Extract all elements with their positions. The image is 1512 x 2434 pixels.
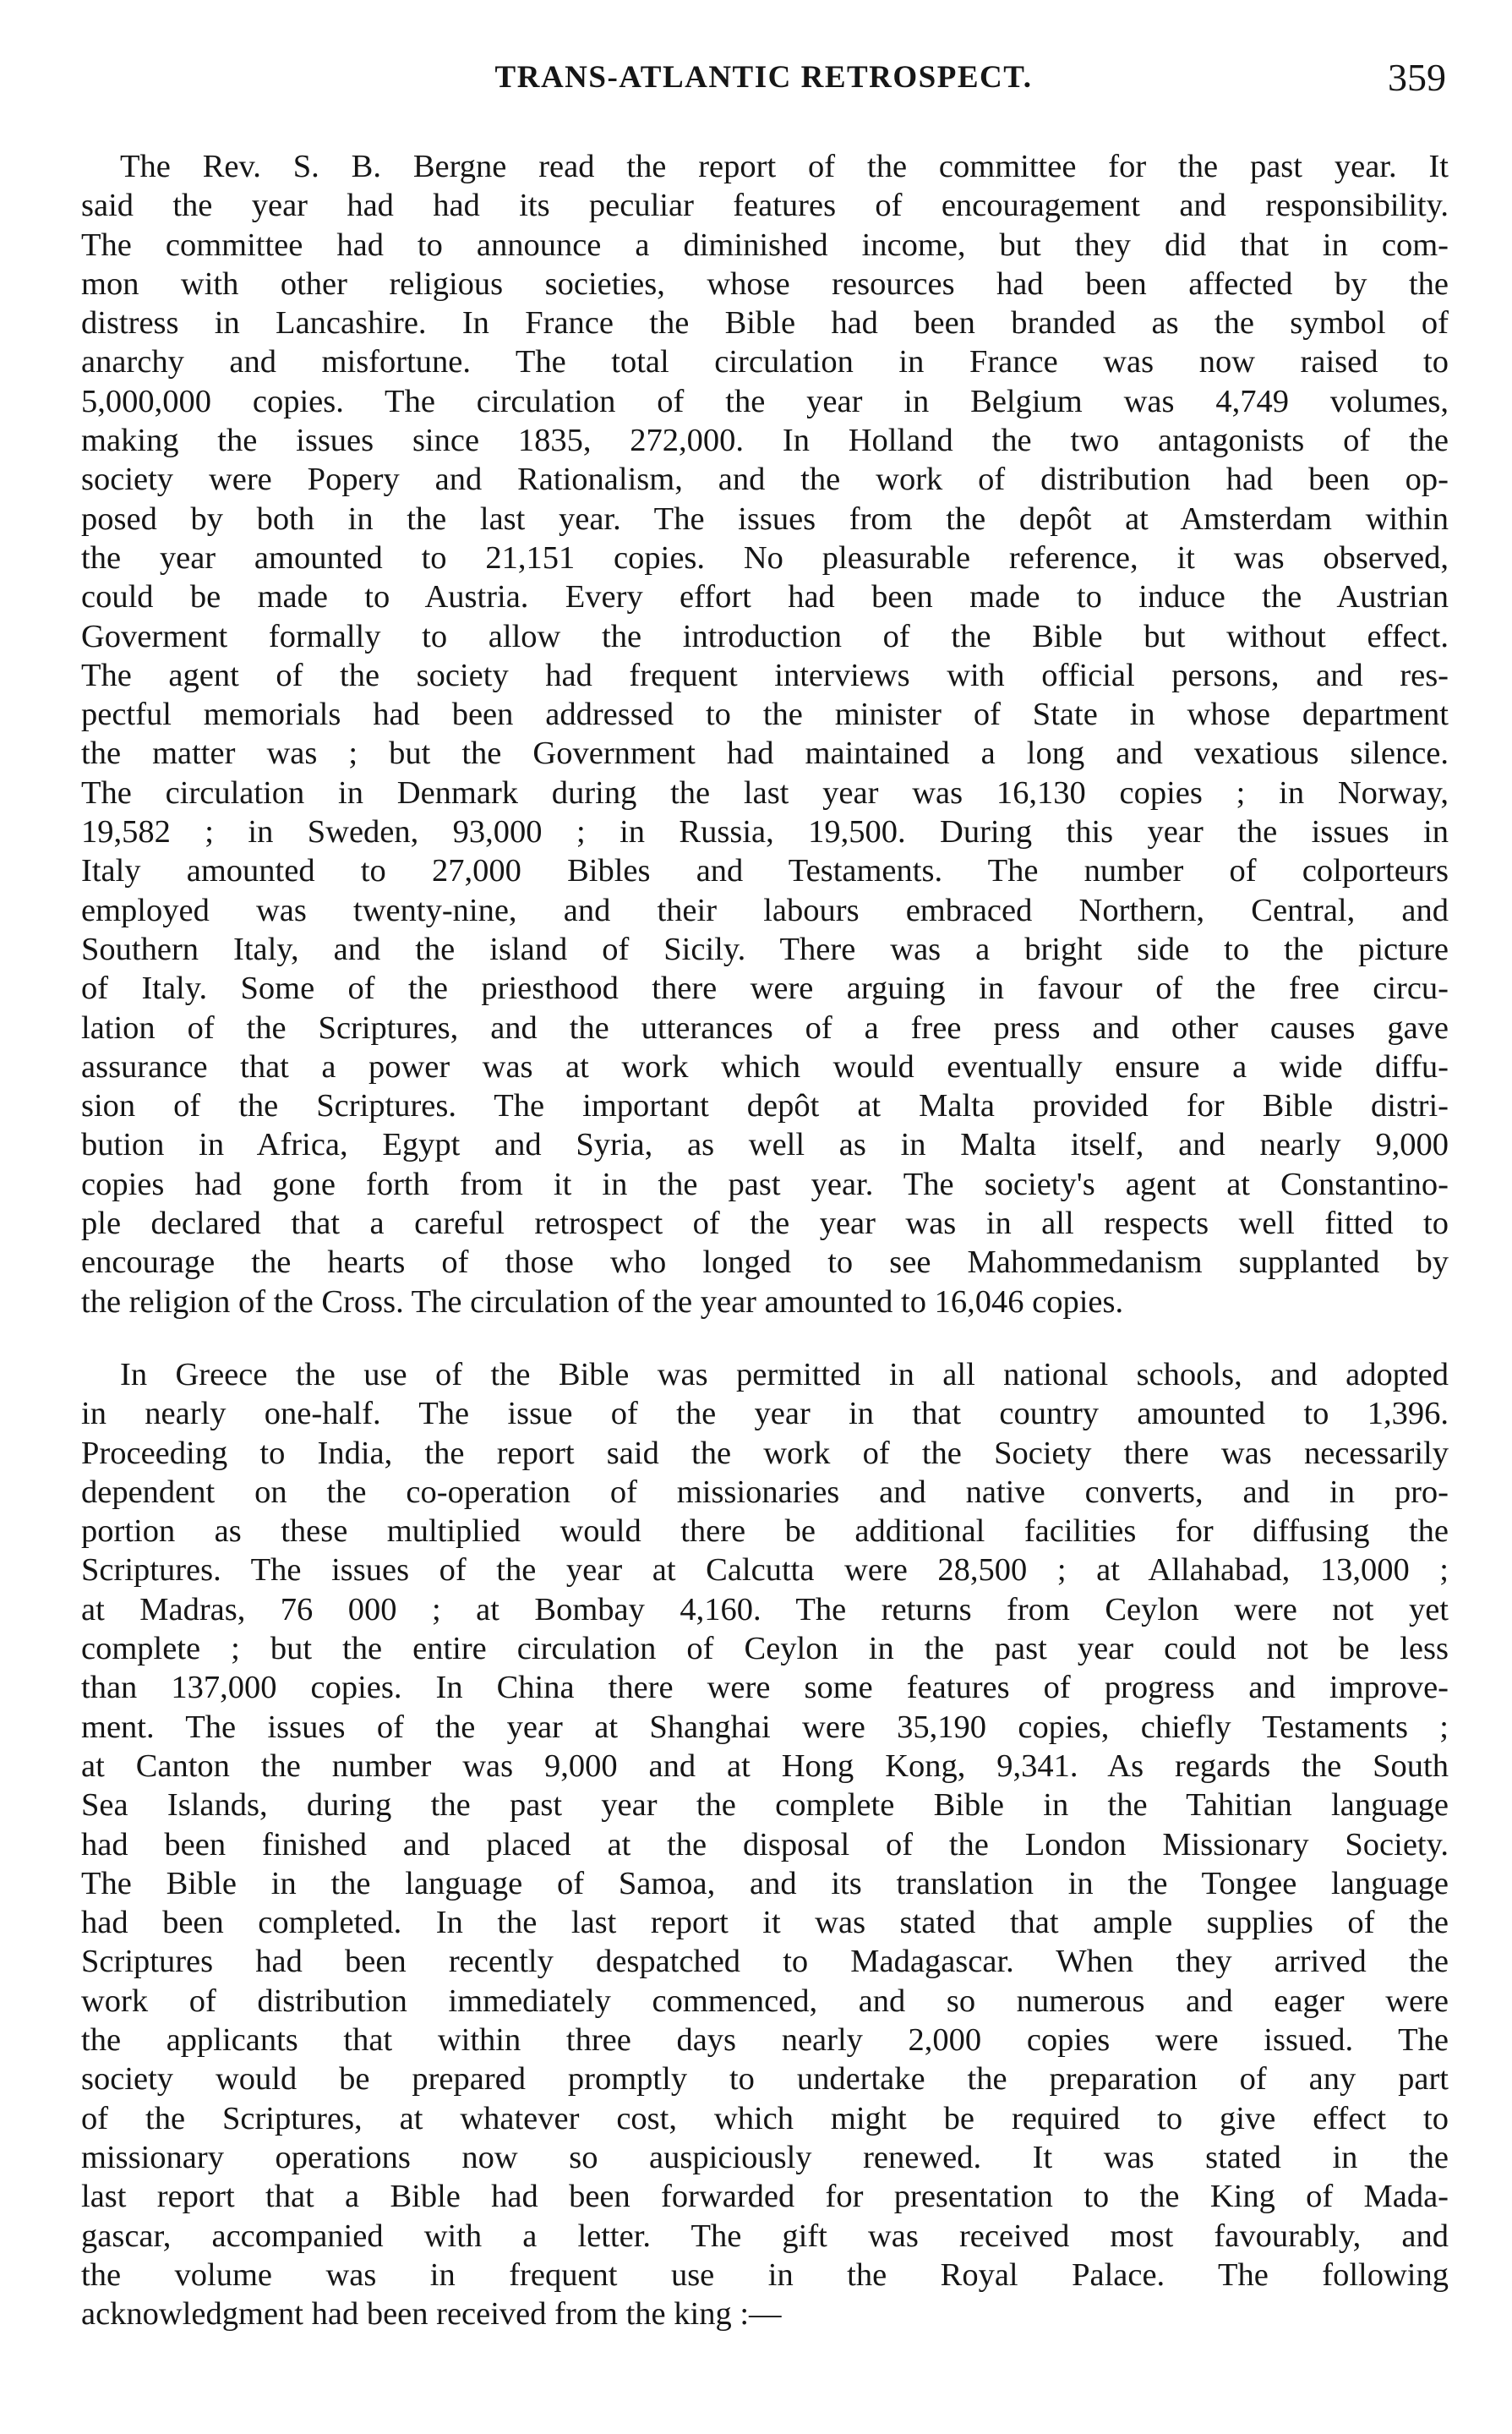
text-line: distress in Lancashire. In France the Bible had been branded as the symbol of bbox=[81, 305, 1449, 342]
text-line: portion as these multiplied would there be additional facilities for diffusing the bbox=[81, 1513, 1449, 1550]
text-line: 5,000,000 copies. The circulation of the year in Belgium was 4,749 volumes, bbox=[81, 383, 1449, 419]
text-line: society were Popery and Rationalism, and the work of distribution had been op- bbox=[81, 462, 1449, 498]
text-line: Scriptures had been recently despatched to Madagascar. When they arrived the bbox=[81, 1944, 1449, 1980]
text-line: making the issues since 1835, 272,000. In Holland the two antagonists of the bbox=[81, 423, 1449, 459]
text-line: gascar, accompanied with a letter. The gift was received most favourably, and bbox=[81, 2218, 1449, 2254]
text-line: Goverment formally to allow the introduction of the Bible but without effect. bbox=[81, 618, 1449, 654]
text-line: lation of the Scriptures, and the utterances of a free press and other causes gave bbox=[81, 1009, 1449, 1046]
text-line: society would be prepared promptly to undertake the preparation of any part bbox=[81, 2061, 1449, 2098]
text-line: the religion of the Cross. The circulation of the year amounted to 16,046 copies. bbox=[81, 1283, 1124, 1320]
text-line: acknowledgment had been received from the king :— bbox=[81, 2296, 782, 2333]
text-line: Proceeding to India, the report said the work of the Society there was necessarily bbox=[81, 1435, 1449, 1471]
text-line: bution in Africa, Egypt and Syria, as well as in Malta itself, and nearly 9,000 bbox=[81, 1127, 1449, 1163]
text-line: posed by both in the last year. The issues from the depôt at Amsterdam within bbox=[81, 500, 1449, 537]
text-line: The committee had to announce a diminished income, but they did that in com- bbox=[81, 227, 1449, 263]
text-line: last report that a Bible had been forwarded for presentation to the King of Mada- bbox=[81, 2179, 1449, 2215]
text-line: ment. The issues of the year at Shanghai were 35,190 copies, chiefly Testaments ; bbox=[81, 1709, 1449, 1745]
text-line: said the year had had its peculiar features of encouragement and responsibility. bbox=[81, 188, 1449, 224]
text-line: encourage the hearts of those who longed to see Mahommedanism supplanted by bbox=[81, 1244, 1449, 1281]
text-line: dependent on the co-operation of missionaries and native converts, and in pro- bbox=[81, 1474, 1449, 1510]
text-line: Southern Italy, and the island of Sicily. There was a bright side to the picture bbox=[81, 931, 1449, 967]
text-line: work of distribution immediately commenced, and so numerous and eager were bbox=[81, 1983, 1449, 2019]
text-line: employed was twenty-nine, and their labours embraced Northern, Central, and bbox=[81, 892, 1449, 928]
text-line: missionary operations now so auspiciously renewed. It was stated in the bbox=[81, 2139, 1449, 2175]
text-line: had been finished and placed at the disposal of the London Missionary Society. bbox=[81, 1826, 1449, 1862]
text-line: assurance that a power was at work which would eventually ensure a wide diffu- bbox=[81, 1048, 1449, 1085]
page-number: 359 bbox=[1388, 56, 1446, 99]
text-line: than 137,000 copies. In China there were some features of progress and improve- bbox=[81, 1670, 1449, 1706]
text-line: Italy amounted to 27,000 Bibles and Testaments. The number of colporteurs bbox=[81, 853, 1449, 889]
text-line: The Bible in the language of Samoa, and its translation in the Tongee language bbox=[81, 1865, 1449, 1901]
text-line: mon with other religious societies, whose resources had been affected by the bbox=[81, 265, 1449, 302]
text-line: Sea Islands, during the past year the complete Bible in the Tahitian language bbox=[81, 1787, 1449, 1824]
text-line: of Italy. Some of the priesthood there were arguing in favour of the free circu- bbox=[81, 971, 1449, 1007]
text-line: of the Scriptures, at whatever cost, which might be required to give effect to bbox=[81, 2100, 1449, 2136]
text-line: could be made to Austria. Every effort had been made to induce the Austrian bbox=[81, 579, 1449, 615]
text-line: anarchy and misfortune. The total circulation in France was now raised to bbox=[81, 344, 1449, 380]
text-line: at Canton the number was 9,000 and at Hong Kong, 9,341. As regards the South bbox=[81, 1748, 1449, 1784]
text-line: at Madras, 76 000 ; at Bombay 4,160. The returns from Ceylon were not yet bbox=[81, 1591, 1449, 1627]
text-line: the year amounted to 21,151 copies. No pleasurable reference, it was observed, bbox=[81, 539, 1449, 576]
text-line: had been completed. In the last report it was stated that ample supplies of the bbox=[81, 1905, 1449, 1941]
text-line: The agent of the society had frequent interviews with official persons, and res- bbox=[81, 657, 1449, 693]
text-line: the volume was in frequent use in the Royal Palace. The following bbox=[81, 2256, 1449, 2293]
text-line: the applicants that within three days nearly 2,000 copies were issued. The bbox=[81, 2022, 1449, 2059]
text-line: ple declared that a careful retrospect of the year was in all respects well fitted to bbox=[81, 1206, 1449, 1242]
text-line: In Greece the use of the Bible was permitted in all national schools, and adopted bbox=[120, 1357, 1449, 1392]
text-line: Scriptures. The issues of the year at Calcutta were 28,500 ; at Allahabad, 13,000 ; bbox=[81, 1552, 1449, 1589]
paragraph-greece-india-china bbox=[81, 1355, 1449, 2333]
running-title: TRANS-ATLANTIC RETROSPECT. bbox=[494, 60, 1033, 95]
text-line: in nearly one-half. The issue of the year in that country amounted to 1,396. bbox=[81, 1396, 1449, 1432]
text-line: 19,582 ; in Sweden, 93,000 ; in Russia, 19,500. During this year the issues in bbox=[81, 814, 1449, 851]
text-line: the matter was ; but the Government had maintained a long and vexatious silence. bbox=[81, 736, 1449, 772]
running-head bbox=[81, 52, 1446, 103]
text-line: copies had gone forth from it in the past year. The society's agent at Constantino- bbox=[81, 1166, 1449, 1202]
text-line: sion of the Scriptures. The important depôt at Malta provided for Bible distri- bbox=[81, 1088, 1449, 1124]
text-line: complete ; but the entire circulation of Ceylon in the past year could not be less bbox=[81, 1631, 1449, 1667]
paragraph-bible-society-report bbox=[81, 147, 1449, 1321]
text-line: The Rev. S. B. Bergne read the report of the committee for the past year. It bbox=[120, 149, 1449, 184]
text-line: pectful memorials had been addressed to the minister of State in whose department bbox=[81, 697, 1449, 733]
text-line: The circulation in Denmark during the last year was 16,130 copies ; in Norway, bbox=[81, 774, 1449, 811]
